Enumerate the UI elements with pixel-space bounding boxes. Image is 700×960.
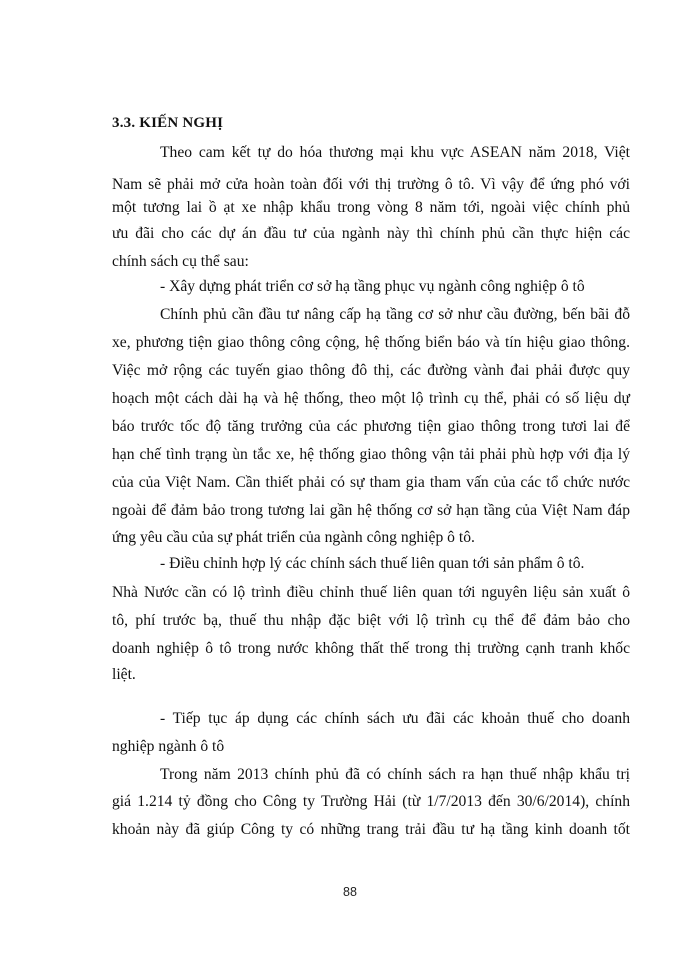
text-line: Việc mở rộng các tuyến giao thông đô thị, các đường vành đai phải được quy (112, 362, 630, 379)
text-line: khoản này đã giúp Công ty có những trang trải đầu tư hạ tầng kinh doanh tốt (112, 821, 630, 838)
text-line: - Tiếp tục áp dụng các chính sách ưu đãi các khoản thuế cho doanh (160, 710, 630, 727)
text-line: Theo cam kết tự do hóa thương mại khu vực ASEAN năm 2018, Việt (160, 144, 630, 161)
text-line: Nam sẽ phải mở cửa hoàn toàn đối với thị trường ô tô. Vì vậy để ứng phó với (112, 176, 630, 193)
text-line: chính sách cụ thể sau: (112, 253, 249, 270)
section-heading: 3.3. KIẾN NGHỊ (112, 115, 224, 131)
text-line: tô, phí trước bạ, thuế thu nhập đặc biệt với lộ trình cụ thể để đảm bảo cho (112, 612, 630, 629)
text-line: giá 1.214 tỷ đồng cho Công ty Trường Hải (từ 1/7/2013 đến 30/6/2014), chính (112, 793, 630, 810)
text-line: hoạch một cách dài hạ và hệ thống, theo một lộ trình cụ thể, phải có số liệu dự (112, 390, 630, 407)
text-line: Trong năm 2013 chính phủ đã có chính sách ra hạn thuế nhập khẩu trị (160, 766, 630, 783)
page-number: 88 (343, 885, 357, 899)
text-line: Chính phủ cần đầu tư nâng cấp hạ tầng cơ sở như cầu đường, bến bãi đỗ (160, 306, 630, 323)
text-line: một tương lai ồ ạt xe nhập khẩu trong vòng 8 năm tới, ngoài việc chính phủ (112, 199, 630, 216)
text-line: xe, phương tiện giao thông công cộng, hệ thống biển báo và tín hiệu giao thông. (112, 334, 630, 351)
text-line: Nhà Nước cần có lộ trình điều chỉnh thuế liên quan tới nguyên liệu sản xuất ô (112, 584, 630, 601)
text-line: - Điều chỉnh hợp lý các chính sách thuế liên quan tới sản phẩm ô tô. (160, 555, 585, 572)
text-line: của của Việt Nam. Cần thiết phải có sự tham gia tham vấn của các tổ chức nước (112, 474, 630, 491)
text-line: hạn chế tình trạng ùn tắc xe, hệ thống giao thông vận tải phải phù hợp với địa lý (112, 446, 630, 463)
text-line: nghiệp ngành ô tô (112, 738, 225, 755)
text-line: ưu đãi cho các dự án đầu tư của ngành này thì chính phủ cần thực hiện các (112, 225, 630, 242)
text-line: báo trước tốc độ tăng trưởng của các phương tiện giao thông trong tươi lai để (112, 418, 630, 435)
text-line: liệt. (112, 666, 136, 683)
text-line: doanh nghiệp ô tô trong nước không thất thế trong thị trường cạnh tranh khốc (112, 640, 630, 657)
text-line: ngoài để đảm bảo trong tương lai gần hệ thống cơ sở hạn tầng của Việt Nam đáp (112, 502, 630, 519)
text-line: ứng yêu cầu của sự phát triển của ngành công nghiệp ô tô. (112, 529, 475, 546)
text-line: - Xây dựng phát triển cơ sở hạ tầng phục vụ ngành công nghiệp ô tô (160, 278, 585, 295)
